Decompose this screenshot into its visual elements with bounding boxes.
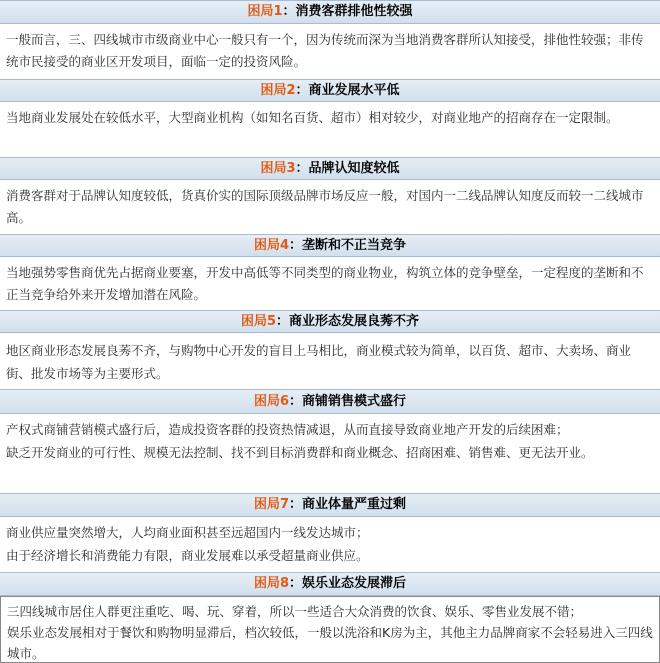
section-line: 消费客群对于品牌认知度较低，货真价实的国际顶级品牌市场反应一般，对国内一二线品牌认知度反而较一二线城市高。 — [6, 188, 644, 225]
section-line: 产权式商铺营销模式盛行后，造成投资客群的投资热情减退，从而直接导致商业地产开发的后续困难； — [6, 422, 569, 437]
section-body — [0, 414, 660, 493]
section-line: 由于经济增长和消费能力有限，商业发展难以承受超量商业供应。 — [6, 548, 369, 563]
section-title: 垄断和不正当竞争 — [302, 238, 407, 253]
section-body — [0, 180, 660, 234]
section-line: 三四线城市居住人群更注重吃、喝、玩、穿着，所以一些适合大众消费的饮食、娱乐、零售业发展不错； — [7, 604, 583, 619]
section-title: 商业发展水平低 — [308, 83, 400, 98]
section-body — [0, 333, 660, 389]
section-keyword: 困局6 — [253, 394, 289, 409]
section-title: 商铺销售模式盛行 — [302, 394, 407, 409]
section-title: 消费客群排他性较强 — [295, 4, 413, 19]
section-keyword: 困局2 — [260, 83, 296, 98]
section-keyword: 困局3 — [260, 161, 296, 176]
section-header: 困局4：垄断和不正当竞争 — [0, 234, 660, 257]
section-header: 困局2：商业发展水平低 — [0, 79, 660, 102]
section-header: 困局8：娱乐业态发展滞后 — [0, 572, 660, 596]
section-line: 缺乏开发商业的可行性、规模无法控制、找不到目标消费群和商业概念、招商困难、销售难、更无法开业。 — [6, 445, 594, 460]
section-keyword: 困局4 — [253, 238, 289, 253]
section-keyword: 困局1 — [247, 4, 283, 19]
section-keyword: 困局7 — [253, 497, 289, 512]
section-body — [0, 24, 660, 79]
section-header: 困局1：消费客群排他性较强 — [0, 0, 660, 24]
section-body — [0, 102, 660, 157]
section-body — [0, 517, 660, 572]
section-line: 当地强势零售商优先占据商业要塞，开发中高低等不同类型的商业物业，构筑立体的竞争壁垒，一定程度的垄断和不正当竞争给外来开发增加潜在风险。 — [6, 265, 644, 302]
section-keyword: 困局8 — [253, 576, 289, 591]
section-header: 困局7：商业体量严重过剩 — [0, 493, 660, 517]
section-title: 品牌认知度较低 — [308, 161, 400, 176]
section-line: 娱乐业态发展相对于餐饮和购物明显滞后，档次较低，一般以洗浴和K房为主，其他主力品牌商家不会轻易进入三四线城市。 — [7, 625, 653, 661]
section-title: 商业形态发展良莠不齐 — [289, 314, 420, 329]
section-body — [0, 596, 660, 663]
section-header: 困局6：商铺销售模式盛行 — [0, 389, 660, 414]
section-header: 困局3：品牌认知度较低 — [0, 157, 660, 180]
section-body — [0, 257, 660, 310]
section-keyword: 困局5 — [240, 314, 276, 329]
section-header: 困局5：商业形态发展良莠不齐 — [0, 310, 660, 333]
section-line: 地区商业形态发展良莠不齐，与购物中心开发的盲目上马相比，商业模式较为简单，以百货、超市、大卖场、商业街、批发市场等为主要形式。 — [6, 343, 632, 381]
section-line: 当地商业发展处在较低水平，大型商业机构（如知名百货、超市）相对较少，对商业地产的招商存在一定限制。 — [6, 110, 619, 125]
section-line: 商业供应量突然增大，人均商业面积甚至远超国内一线发达城市； — [6, 525, 369, 540]
section-line: 一般而言，三、四线城市市级商业中心一般只有一个，因为传统而深为当地消费客群所认知接受，排他性较强；非传统市民接受的商业区开发项目，面临一定的投资风险。 — [6, 32, 644, 69]
section-title: 商业体量严重过剩 — [302, 497, 407, 512]
section-title: 娱乐业态发展滞后 — [302, 576, 407, 591]
